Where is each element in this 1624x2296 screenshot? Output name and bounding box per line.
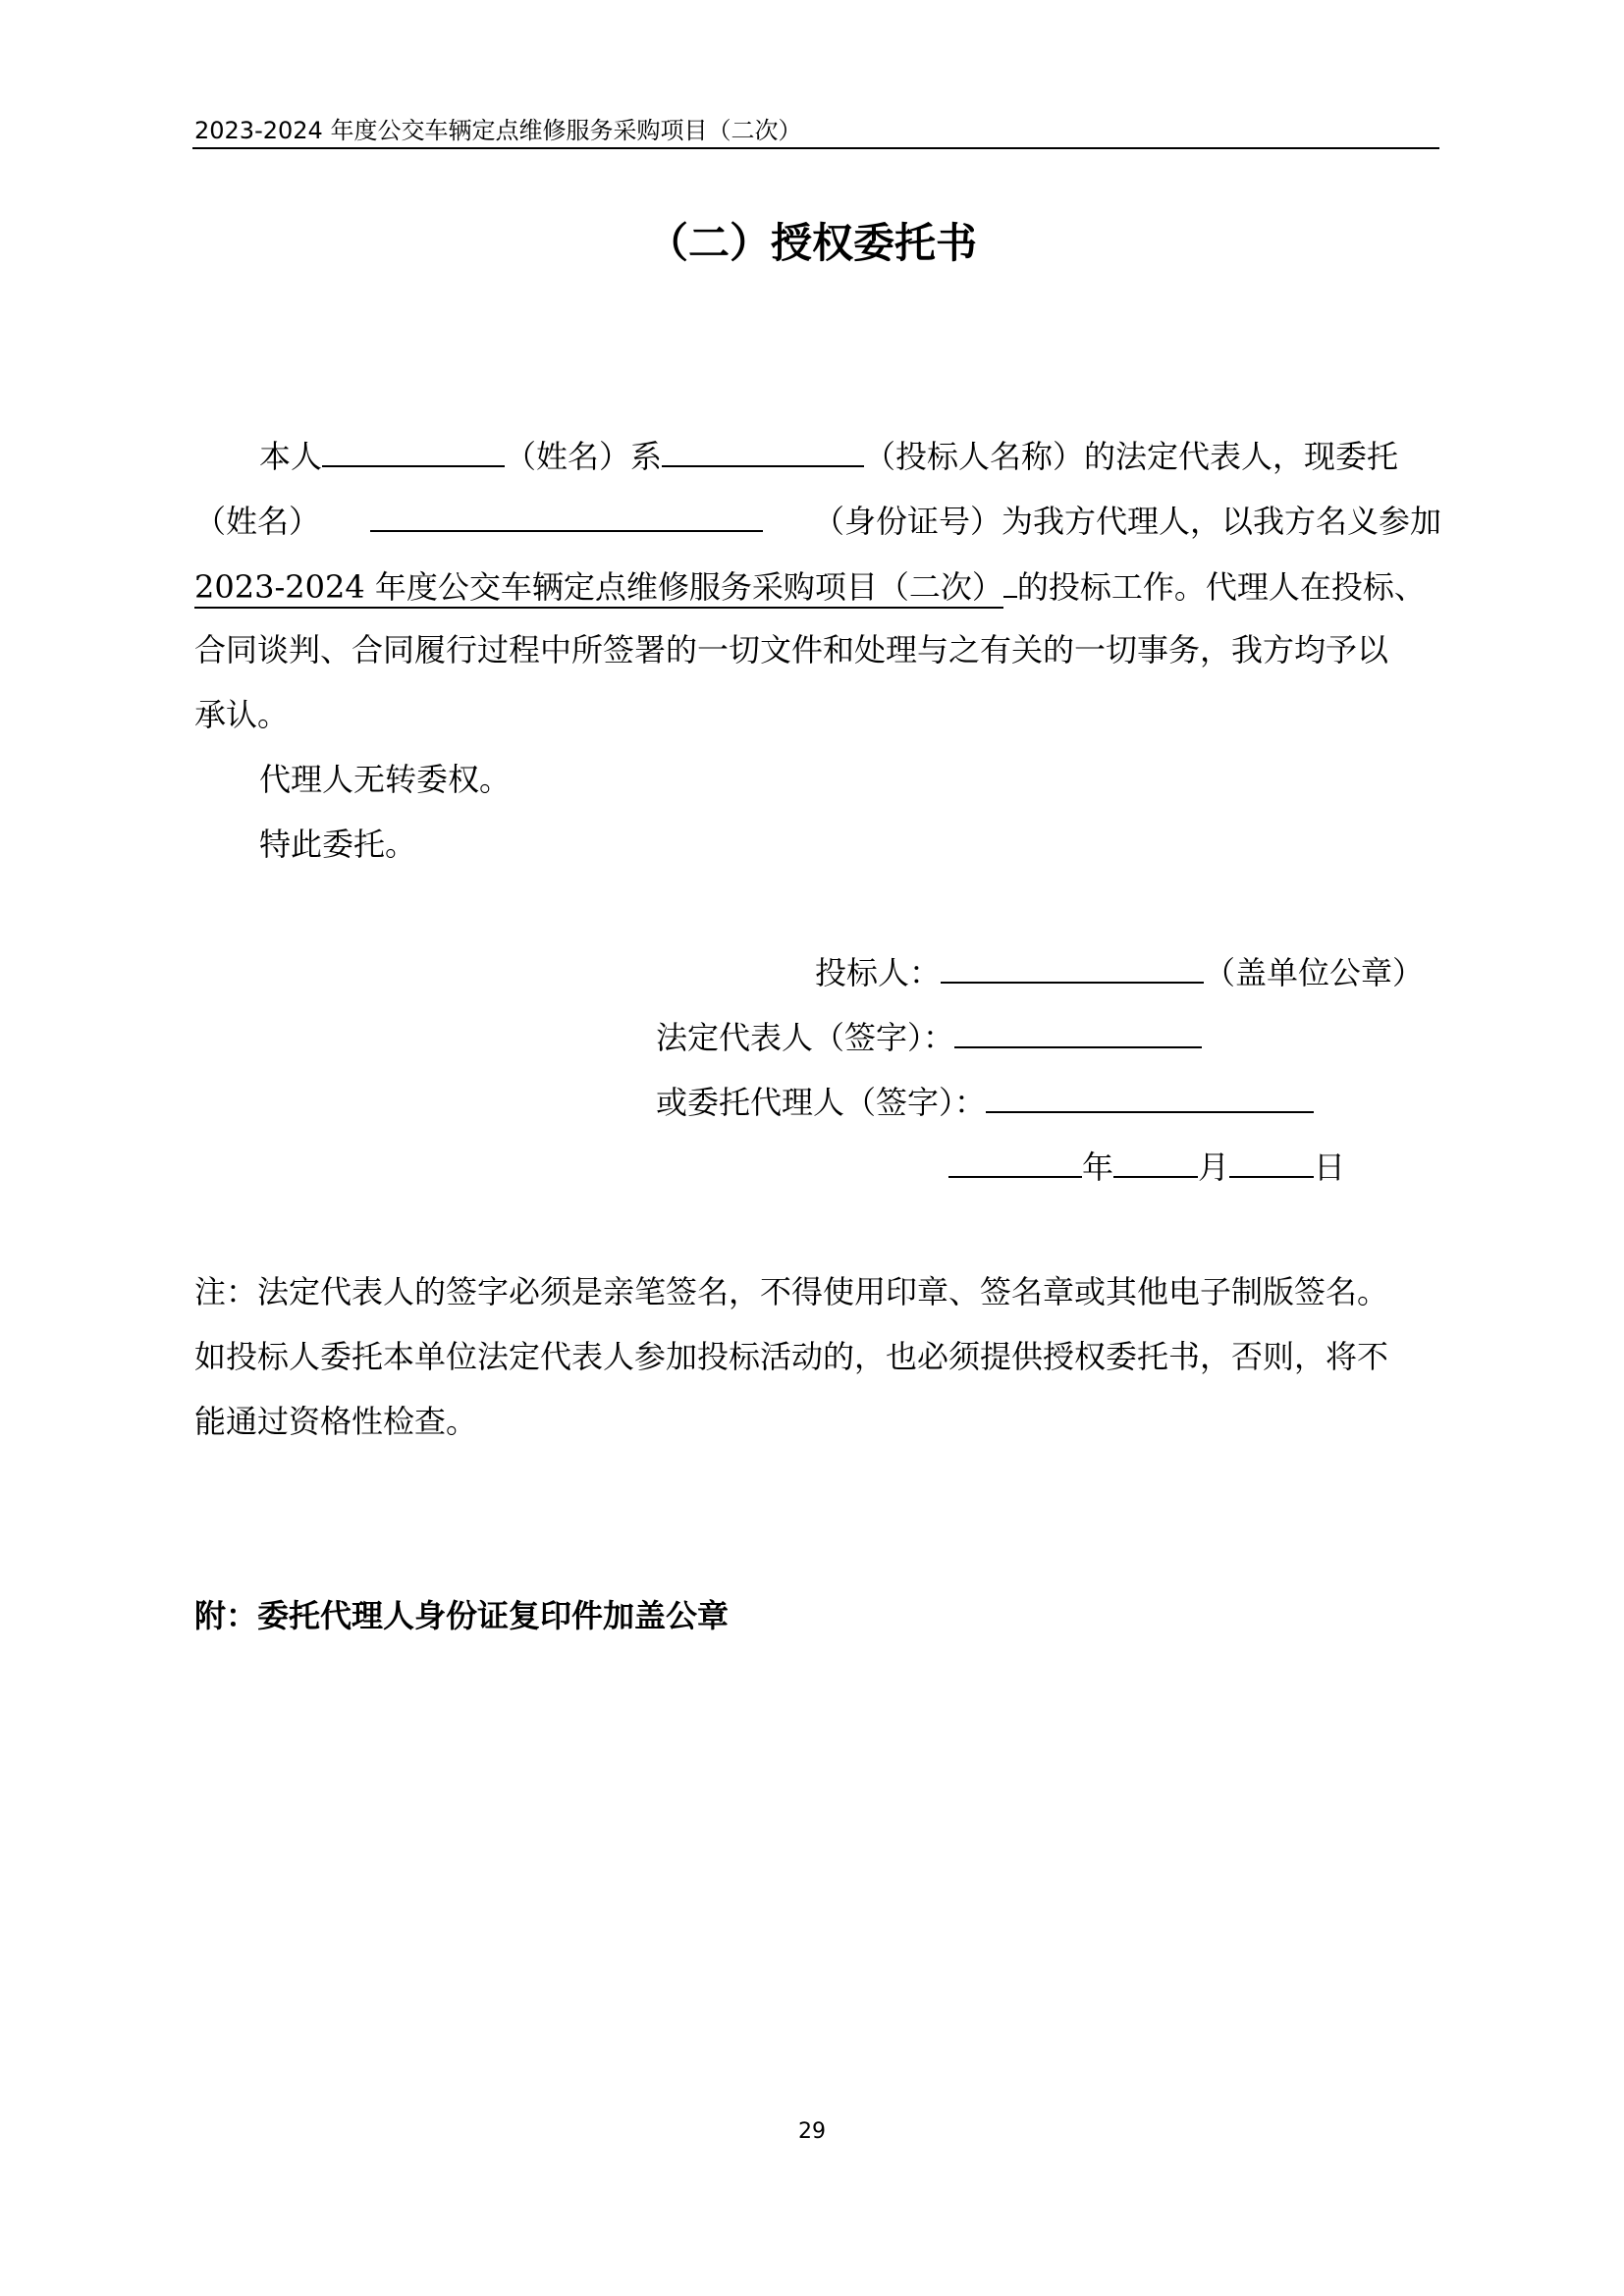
project-underline-tail <box>1003 565 1017 598</box>
legal-rep-label: 法定代表人（签字）： <box>656 1019 955 1056</box>
name-blank <box>322 436 505 467</box>
note-line-2: 如投标人委托本单位法定代表人参加投标活动的，也必须提供授权委托书，否则，将不 <box>194 1338 1389 1375</box>
bidder-name-blank <box>662 436 864 467</box>
date-line <box>948 1147 1345 1187</box>
text-segment: （姓名）系 <box>505 438 663 475</box>
attachment-note: 附：委托代理人身份证复印件加盖公章 <box>194 1597 730 1634</box>
bidder-seal-note: （盖单位公章） <box>1204 954 1425 991</box>
day-label: 日 <box>1314 1148 1346 1186</box>
bidder-label: 投标人： <box>815 954 942 991</box>
body-line-5: 承认。 <box>194 696 290 733</box>
running-header: 2023-2024 年度公交车辆定点维修服务采购项目（二次） <box>194 117 802 144</box>
month-label: 月 <box>1198 1148 1230 1186</box>
month-blank <box>1113 1147 1198 1178</box>
text-segment: （投标人名称）的法定代表人，现委托 <box>864 438 1399 475</box>
body-line-4: 合同谈判、合同履行过程中所签署的一切文件和处理与之有关的一切事务，我方均予以 <box>194 631 1389 668</box>
agent-label: 或委托代理人（签字）： <box>656 1084 987 1121</box>
header-rule <box>192 147 1439 149</box>
day-blank <box>1229 1147 1314 1178</box>
legal-rep-blank <box>954 1017 1202 1048</box>
text-segment: （身份证号）为我方代理人，以我方名义参加 <box>812 503 1441 540</box>
agent-signature-line <box>656 1082 1314 1122</box>
body-line-3 <box>194 565 1426 607</box>
page-number: 29 <box>798 2119 826 2144</box>
text-segment: 本人 <box>259 438 323 475</box>
note-line-3: 能通过资格性检查。 <box>194 1403 478 1440</box>
note-line-1: 注：法定代表人的签字必须是亲笔签名，不得使用印章、签名章或其他电子制版签名。 <box>194 1273 1389 1310</box>
agent-name-blank <box>370 501 763 532</box>
year-label: 年 <box>1082 1148 1114 1186</box>
document-title: （二）授权委托书 <box>646 219 977 267</box>
year-blank <box>948 1147 1082 1178</box>
bidder-signature-line <box>815 952 1424 992</box>
body-line-6: 代理人无转委权。 <box>259 761 512 798</box>
text-segment: （姓名） <box>194 503 321 540</box>
bidder-blank <box>941 952 1204 984</box>
agent-blank <box>986 1082 1314 1113</box>
legal-rep-signature-line <box>656 1017 1202 1057</box>
text-segment: 的投标工作。代理人在投标、 <box>1016 568 1426 606</box>
body-line-1 <box>259 436 1398 476</box>
body-line-2 <box>194 501 1441 541</box>
project-name: 2023-2024 年度公交车辆定点维修服务采购项目（二次） <box>194 568 1003 609</box>
body-line-7: 特此委托。 <box>259 826 417 863</box>
